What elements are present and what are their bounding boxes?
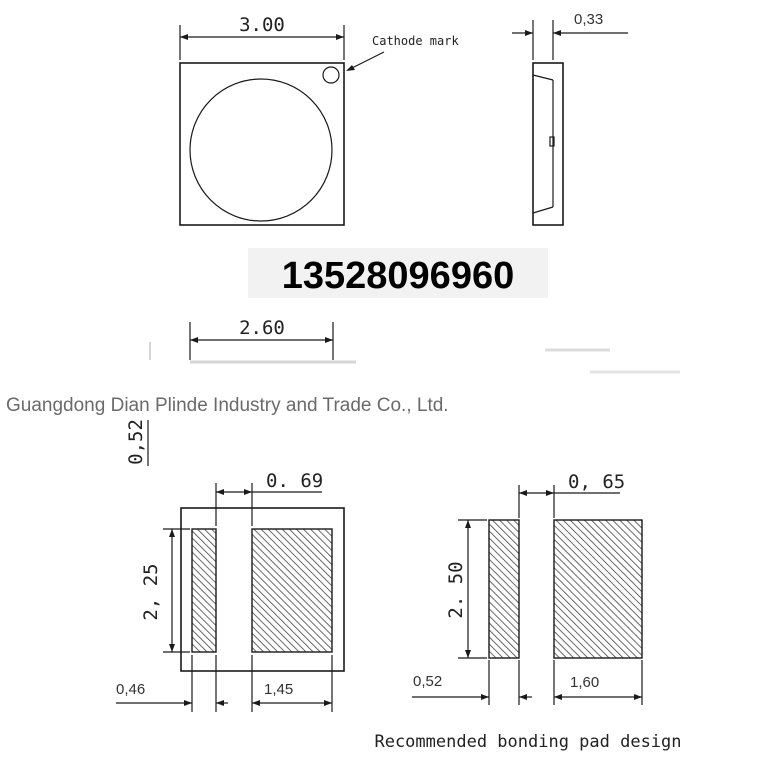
- phone-overlay: [248, 248, 548, 298]
- recommended-height-dimension: 2. 50: [445, 561, 467, 619]
- bottom-view: [125, 317, 680, 466]
- recommended-right-width-dimension: 1,60: [570, 674, 600, 691]
- recommended-left-width-dimension: 0,52: [413, 673, 443, 690]
- pad-gap-dimension: 0. 69: [266, 470, 324, 492]
- recommended-gap-dimension: 0, 65: [568, 471, 626, 493]
- company-watermark: Guangdong Dian Plinde Industry and Trade Co., Ltd.: [6, 395, 449, 416]
- package-outline: [180, 63, 344, 225]
- recommended-caption: Recommended bonding pad design: [374, 732, 682, 752]
- bottom-height-dimension: 0,52: [125, 419, 147, 465]
- lens-circle: [190, 79, 332, 221]
- left-pad: [192, 529, 216, 652]
- top-width-dimension: 3.00: [239, 14, 285, 36]
- pad-left-width-dimension: 0,46: [116, 681, 146, 698]
- side-view: [512, 11, 628, 225]
- side-outline: [533, 63, 563, 225]
- recommended-pads: [374, 471, 681, 752]
- recommended-right-pad: [554, 520, 642, 658]
- pad-layout: [116, 470, 344, 712]
- side-thickness-dimension: 0,33: [574, 11, 604, 28]
- pad-right-width-dimension: 1,45: [264, 681, 294, 698]
- pad-height-dimension: 2, 25: [140, 563, 162, 621]
- phone-number: 13528096960: [281, 255, 515, 297]
- right-pad: [252, 529, 332, 652]
- recommended-left-pad: [489, 520, 519, 658]
- top-view: [180, 14, 459, 225]
- cathode-mark-label: Cathode mark: [372, 34, 459, 48]
- cathode-mark-circle: [323, 67, 339, 83]
- bottom-width-dimension: 2.60: [239, 317, 285, 339]
